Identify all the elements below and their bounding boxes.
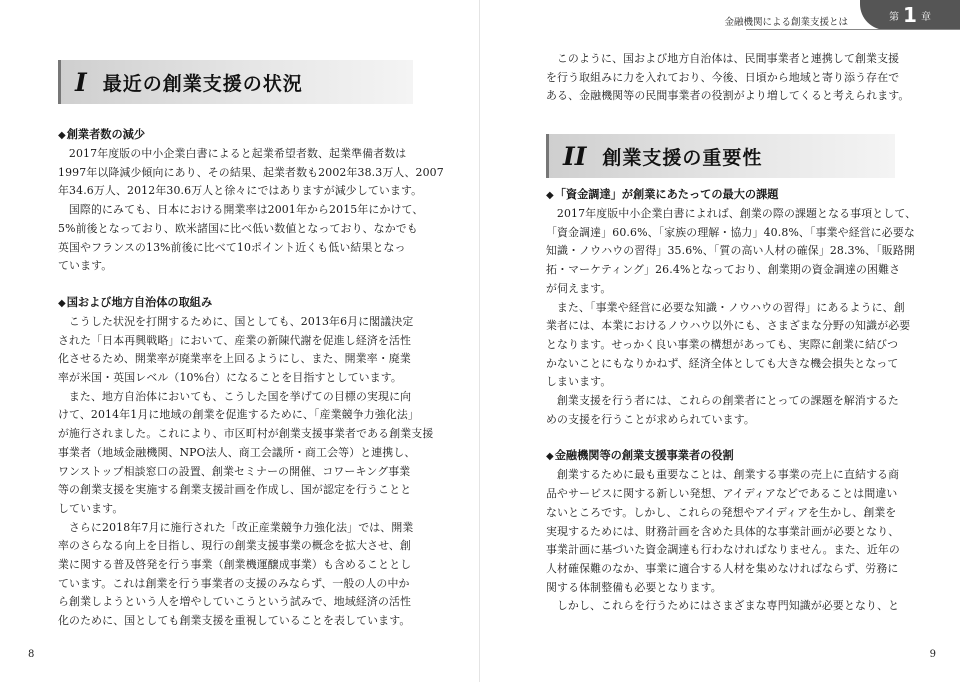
text-line: 国際的にみても、日本における開業率は2001年から2015年にかけて、 — [68, 203, 424, 217]
paragraph — [546, 50, 910, 106]
text-line: 「資金調達」60.6%、「家族の理解・協力」40.8%、「事業や経営に必要な — [546, 225, 915, 239]
header-rule — [746, 29, 960, 30]
text-line: しかし、これらを行うためにはさまざまな専門知識が必要となり、と — [556, 599, 900, 613]
paragraph — [546, 205, 917, 299]
text-line: 実現するためには、財務計画を含めた具体的な事業計画が必要となり、 — [546, 524, 900, 538]
banner-roman-numeral: II — [563, 141, 587, 171]
text-line: 創業支援を行う者には、これらの創業者にとっての課題を解消するた — [556, 394, 899, 408]
text-line: 化のために、国としても創業支援を重視していることを表しています。 — [58, 614, 411, 628]
section-heading-text: 金融機関等の創業支援事業者の役割 — [554, 449, 734, 463]
diamond-bullet-icon: ◆ — [546, 190, 554, 201]
paragraph — [58, 313, 414, 388]
paragraph — [546, 466, 900, 597]
text-line: さらに2018年7月に施行された「改正産業競争力強化法」では、開業 — [68, 520, 414, 534]
text-line: 化させるため、開業率が廃業率を上回るようにし、また、開業率・廃業 — [58, 352, 411, 366]
text-line: また、「事業や経営に必要な知識・ノウハウの習得」にあるように、創 — [556, 300, 905, 314]
text-line: 率のさらなる向上を目指し、現行の創業支援事業の概念を拡大させ、創 — [58, 539, 411, 553]
paragraph — [58, 145, 444, 201]
text-line: また、地方自治体においても、こうした国を挙げての目標の実現に向 — [68, 389, 412, 403]
text-line: 2017年度版中小企業白書によれば、創業の際の課題となる事項として、 — [556, 207, 917, 220]
text-line: 1997年以降減少傾向にあり、その結果、起業者数も2002年38.3万人、2007 — [58, 165, 444, 179]
section-heading — [58, 294, 410, 313]
text-line: ないところです。しかし、これらの発想やアイディアを生かし、創業を — [546, 505, 897, 519]
text-line: ら創業しようという人を増やしていこうという試みで、地域経済の活性 — [58, 595, 412, 609]
text-line: 知識・ノウハウの習得」35.6%、「質の高い人材の確保」28.3%、「販路開 — [546, 244, 915, 258]
text-line: された「日本再興戦略」において、産業の新陳代謝を促進し経済を活性 — [58, 333, 412, 347]
text-line: 年34.6万人、2012年30.6万人と徐々にではありますが減少しています。 — [58, 184, 423, 198]
text-line: しまいます。 — [546, 375, 612, 389]
chapter-number: 1 — [903, 3, 917, 27]
text-line: めの支援を行うことが求められています。 — [546, 412, 755, 426]
left-text-column — [58, 126, 444, 631]
section-heading-text: 国および地方自治体の取組み — [66, 295, 213, 309]
paragraph — [58, 388, 434, 519]
text-line: ています。これは創業を行う事業者の支援のみならず、一般の人の中か — [58, 576, 410, 590]
text-line: 品やサービスに関する新しい発想、アイディアなどであることは間違い — [546, 487, 898, 501]
paragraph — [546, 299, 911, 393]
text-line: ワンストップ相談窓口の設置、創業セミナーの開催、コワーキング事業 — [58, 464, 411, 478]
section-banner-1 — [58, 60, 413, 104]
banner-title: 創業支援の重要性 — [602, 146, 763, 169]
text-line: を行う取組みに力を入れており、今後、日頃から地域と寄り添う存在で — [546, 70, 900, 84]
text-line: 人材確保難のなか、事業に適合する人材を集めなければならず、労務に — [546, 561, 899, 575]
diamond-bullet-icon: ◆ — [546, 451, 554, 463]
page-number-left: 8 — [28, 649, 35, 660]
text-line: しています。 — [58, 501, 124, 515]
text-line: 創業するために最も重要なことは、創業する事業の売上に直結する商 — [556, 468, 900, 482]
text-line: 拓・マーケティング」26.4%となっており、創業期の資金調達の困難さ — [546, 263, 901, 277]
text-line: ある、金融機関等の民間事業者の役割がより増してくると考えられます。 — [546, 89, 910, 103]
paragraph — [546, 392, 899, 429]
text-line: が伺えます。 — [546, 281, 612, 295]
paragraph — [58, 201, 424, 276]
text-line: 業者には、本業におけるノウハウ以外にも、さまざまな分野の知識が必要 — [546, 319, 911, 333]
paragraph — [58, 519, 414, 631]
running-head: 金融機関による創業支援とは — [724, 17, 848, 28]
right-text-column — [546, 50, 910, 106]
text-line: 関する体制整備も必要となります。 — [546, 580, 722, 594]
text-line: 率が米国・英国レベル（10%台）になることを目指すとしています。 — [58, 371, 402, 385]
chapter-prefix: 第 — [889, 11, 900, 23]
section-banner-2 — [546, 134, 895, 178]
section-heading — [546, 186, 894, 205]
banner-roman-numeral: I — [75, 67, 87, 97]
right-text-column-body — [546, 186, 917, 616]
text-line: 事業計画に基づいた資金調達も行わなければなりません。また、近年の — [546, 543, 900, 557]
section-heading-text: 「資金調達」が創業にあたっての最大の課題 — [554, 188, 779, 201]
text-line: かないことにもなりかねず、経済全体としても大きな機会損失となって — [546, 356, 899, 370]
page-number-right: 9 — [929, 649, 936, 660]
text-line: こうした状況を打開するために、国としても、2013年6月に閣議決定 — [68, 314, 414, 328]
text-line: 等の創業支援を実施する創業支援計画を作成し、国が認定を行うことと — [58, 483, 412, 497]
paragraph — [546, 597, 900, 616]
text-line: 業に関する普及啓発を行う事業（創業機運醸成事業）も含めることとし — [58, 558, 412, 572]
chapter-suffix: 章 — [920, 11, 931, 23]
text-line: 2017年度版の中小企業白書によると起業希望者数、起業準備者数は — [68, 147, 407, 160]
text-line: 5%前後となっており、欧米諸国に比べ低い数値となっており、なかでも — [58, 221, 418, 235]
text-line: 事業者（地域金融機関、NPO法人、商工会議所・商工会等）と連携し、 — [58, 445, 416, 459]
text-line: が施行されました。これにより、市区町村が創業支援事業者である創業支援 — [58, 427, 434, 441]
right-page — [480, 0, 960, 682]
section-heading — [58, 126, 410, 145]
diamond-bullet-icon: ◆ — [58, 297, 66, 309]
chapter-tab — [860, 0, 960, 30]
text-line: けて、2014年1月に地域の創業を促進するために、「産業競争力強化法」 — [58, 408, 419, 422]
section-heading-text: 創業者数の減少 — [66, 128, 146, 141]
text-line: このように、国および地方自治体は、民間事業者と連携して創業支援 — [556, 52, 900, 65]
text-line: となります。せっかく良い事業の構想があっても、実際に創業に結びつ — [546, 337, 899, 351]
text-line: 英国やフランスの13%前後に比べて10ポイント近くも低い結果となっ — [58, 240, 406, 254]
section-heading — [546, 447, 894, 466]
text-line: ています。 — [58, 259, 113, 273]
banner-title: 最近の創業支援の状況 — [102, 72, 303, 95]
diamond-bullet-icon: ◆ — [58, 130, 66, 141]
